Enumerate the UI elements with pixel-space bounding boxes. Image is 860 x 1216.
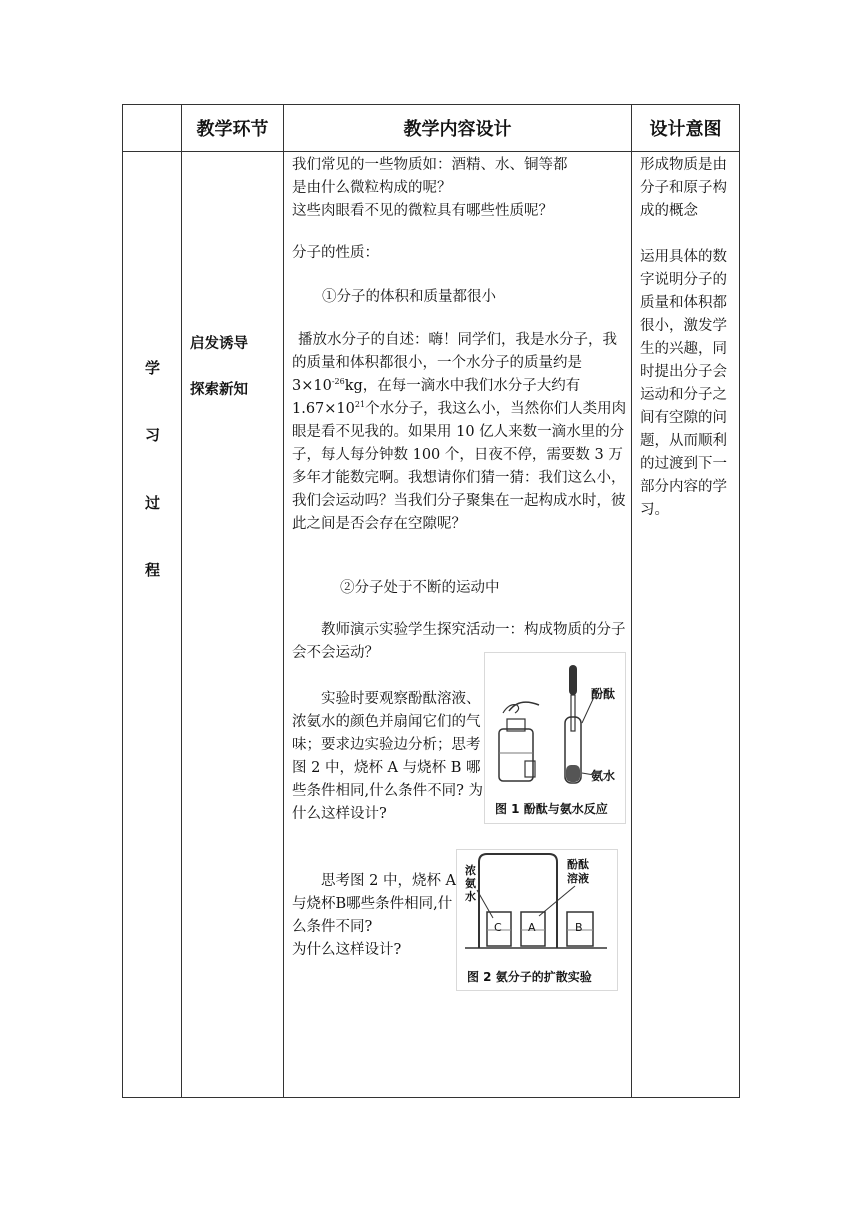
intro-line: 我们常见的一些物质如：酒精、水、铜等都 <box>292 157 568 173</box>
header-row <box>123 105 740 152</box>
row-label-char: 过 <box>144 494 160 512</box>
stage-line: 探索新知 <box>190 382 248 398</box>
intro-line: 是由什么微粒构成的呢？ <box>292 180 452 196</box>
property-2: ②分子处于不断的运动中 <box>340 580 500 596</box>
exponent: 21 <box>354 400 366 409</box>
figure-1 <box>484 652 626 824</box>
ammonia-diffusion-illustration <box>457 850 617 958</box>
header-cell-intent: 设计意图 <box>632 105 740 152</box>
intent-paragraph: 形成物质是由分子和原子构成的概念 <box>640 157 727 219</box>
lesson-plan-table <box>122 104 740 1098</box>
row-label-char: 程 <box>144 561 160 579</box>
row-label-char: 习 <box>144 426 160 444</box>
header-cell-stage: 教学环节 <box>182 105 284 152</box>
figure-2 <box>456 849 618 991</box>
header-cell-blank <box>123 105 182 152</box>
intro-text <box>292 154 627 223</box>
figure-2-caption: 图 2 氨分子的扩散实验 <box>467 970 592 984</box>
figure-1-caption: 图 1 酚酞与氨水反应 <box>495 802 608 816</box>
activity-1: 教师演示实验学生探究活动一：构成物质的分子会不会运动？ <box>292 622 626 661</box>
figure-1-label-bottom: 氨水 <box>591 769 616 783</box>
content-cell <box>284 152 632 1098</box>
header-cell-content: 教学内容设计 <box>284 105 632 152</box>
think-text: 思考图 2 中，烧杯 A与烧杯B哪些条件相同,什么条件不同? <box>292 873 457 935</box>
why-text: 为什么这样设计? <box>292 942 402 958</box>
para-text: 个水分子，我这么小，当然你们人类用肉眼是看不见我的。如果用 10 亿人来数一滴水里的分子，每人每分钟数 100 个，日夜不停，需要数 3 万多年才能数完啊。我想请你们猜一猜：我们这么小，我们会运动吗？当我们分子聚集在一起构成水时，彼此之间是否会存在空隙呢？ <box>292 401 627 532</box>
row-label-cell <box>123 152 182 1098</box>
row-label-char: 学 <box>144 359 160 377</box>
figure-1-label-top: 酚酞 <box>591 687 616 701</box>
figure-2-label-left: 浓氨水 <box>465 864 476 903</box>
beaker-label: B <box>575 921 583 934</box>
exponent: -26 <box>331 377 345 386</box>
water-molecule-paragraph <box>292 329 627 536</box>
para-text: 播放水分子的自述：嗨！同学们，我是水分子，我的质量和体积都很小，一个水分子的质量约是 3×10 <box>292 332 617 394</box>
property-1: ①分子的体积和质量都很小 <box>322 289 496 305</box>
stage-cell <box>182 152 284 1098</box>
stage-line: 启发诱导 <box>190 336 248 352</box>
intent-paragraph: 运用具体的数字说明分子的质量和体积都很小，激发学生的兴趣，同时提出分子会运动和分子之间有空隙的问题，从而顺利的过渡到下一部分内容的学习。 <box>640 249 727 518</box>
beaker-label: A <box>528 921 536 934</box>
intro-line: 这些肉眼看不见的微粒具有哪些性质呢？ <box>292 203 553 219</box>
learning-process-row <box>123 152 740 1098</box>
observe-text: 实验时要观察酚酞溶液、浓氨水的颜色并扇闻它们的气味；要求边实验边分析；思考图 2 中，烧杯 A 与烧杯 B 哪些条件相同,什么条件不同? 为什么这样设计? <box>292 691 483 822</box>
properties-title: 分子的性质： <box>292 245 379 261</box>
intent-cell <box>632 152 740 1098</box>
para-text: kg，在每一滴水中我们水分子大约有 1.67×10 <box>292 378 581 417</box>
figure-2-label-right: 酚酞溶液 <box>567 858 589 885</box>
beaker-label: C <box>494 921 502 934</box>
